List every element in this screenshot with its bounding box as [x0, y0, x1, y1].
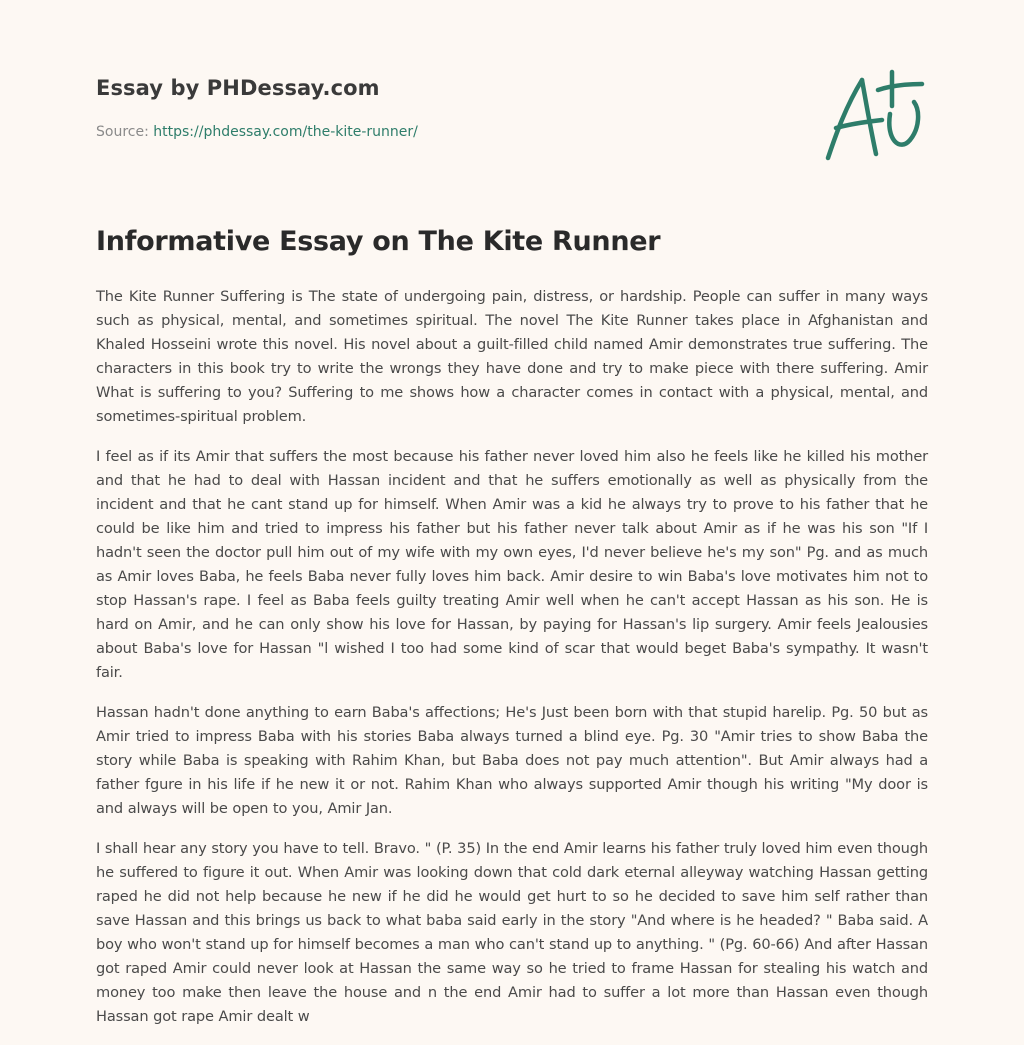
source-label: Source: [96, 124, 149, 140]
essay-paragraph: Hassan hadn't done anything to earn Baba's affections; He's Just been born with that stupid harelip. Pg. 50 but as Amir tried to impress Baba with his stories Baba always turned a blind eye. Pg. 30 "Amir tries to show Baba the story while Baba is speaking with Rahim Khan, but Baba does not pay much attention". But Amir always had a father fgure in his life if he new it or not. Rahim Khan who always supported Amir though his writing "My door is and always will be open to you, Amir Jan. [96, 704, 928, 817]
source-line [96, 124, 418, 140]
essay-body [96, 285, 928, 1045]
essay-title: Informative Essay on The Kite Runner [96, 226, 661, 257]
essay-paragraph: The Kite Runner Suffering is The state of undergoing pain, distress, or hardship. People can suffer in many ways such as physical, mental, and sometimes spiritual. The novel The Kite Runner takes place in Afghanistan and Khaled Hosseini wrote this novel. His novel about a guilt-filled child named Amir demonstrates true suffering. The characters in this book try to write the wrongs they have done and try to make piece with there suffering. Amir What is suffering to you? Suffering to me shows how a character comes in contact with a physical, mental, and sometimes-spiritual problem. [96, 288, 928, 425]
essay-paragraph: I shall hear any story you have to tell. Bravo. " (P. 35) In the end Amir learns his father truly loved him even though he suffered to figure it out. When Amir was looking down that cold dark eternal alleyway watching Hassan getting raped he did not help because he new if he did he would get hurt to so he decided to save him self rather than save Hassan and this brings us back to what baba said early in the story "And where is he headed? " Baba said. A boy who won't stand up for himself becomes a man who can't stand up to anything. " (Pg. 60-66) And after Hassan got raped Amir could never look at Hassan the same way so he tried to frame Hassan for stealing his watch and money too make then leave the house and n the end Amir had to suffer a lot more than Hassan even though Hassan got rape Amir dealt w [96, 840, 928, 1025]
essay-paragraph: I feel as if its Amir that suffers the most because his father never loved him also he feels like he killed his mother and that he had to deal with Hassan incident and that he suffers emotionally as well as physically from the incident and that he cant stand up for himself. When Amir was a kid he always try to prove to his father that he could be like him and tried to impress his father but his father never talk about Amir as if he was his son "If I hadn't seen the doctor pull him out of my wife with my own eyes, I'd never believe he's my son" Pg. and as much as Amir loves Baba, he feels Baba never fully loves him back. Amir desire to win Baba's love motivates him not to stop Hassan's rape. I feel as Baba feels guilty treating Amir well when he can't accept Hassan as his son. He is hard on Amir, and he can only show his love for Hassan, by paying for Hassan's lip surgery. Amir feels Jealousies about Baba's love for Hassan "l wished I too had some kind of scar that would beget Baba's sympathy. It wasn't fair. [96, 448, 928, 681]
site-title: Essay by PHDessay.com [96, 76, 380, 100]
source-link[interactable]: https://phdessay.com/the-kite-runner/ [153, 124, 418, 140]
a-plus-logo-icon [816, 62, 932, 166]
